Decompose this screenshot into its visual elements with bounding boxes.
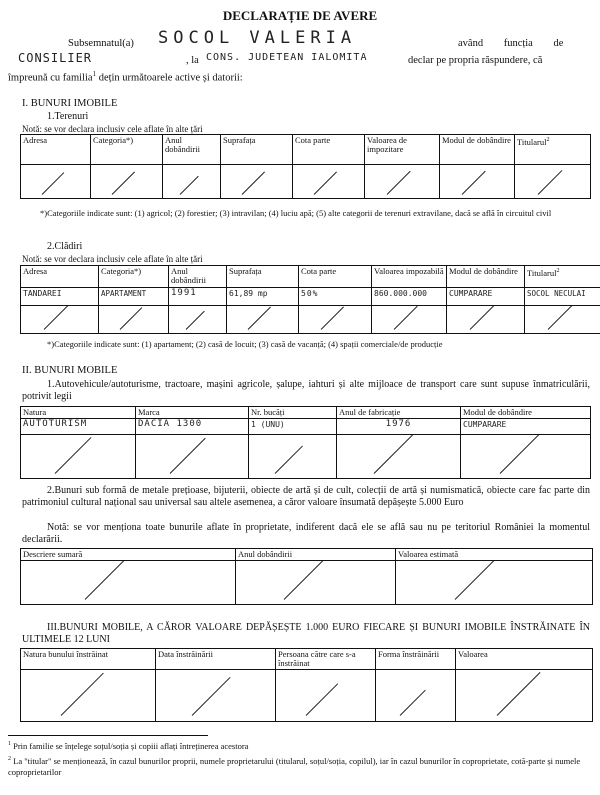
land-col-titular — [515, 135, 591, 165]
bld-empty-cell — [99, 306, 169, 334]
veh-empty-cell — [21, 435, 136, 479]
bld-col-suprafata: Suprafața — [227, 266, 299, 288]
bld-anul-value: 1991 — [169, 288, 227, 306]
land-table — [20, 134, 591, 199]
veh-anul-value: 1976 — [337, 419, 461, 435]
alien-col-valoarea: Valoarea — [456, 649, 593, 670]
footnote-ref-2: 2 — [556, 268, 560, 274]
val-empty-cell — [236, 561, 396, 605]
function-value: CONSILIER — [18, 51, 93, 65]
val-empty-cell — [21, 561, 236, 605]
institution-value: CONS. JUDETEAN IALOMITA — [206, 52, 368, 63]
footnote-1-marker: 1 — [8, 741, 11, 748]
land-col-modul: Modul de dobândire — [440, 135, 515, 165]
label-subsemnatul: Subsemnatul(a) — [68, 38, 134, 49]
section-1-note-2: Notă: se vor declara inclusiv cele aflate în alte țări — [22, 254, 203, 264]
alien-empty-cell — [376, 670, 456, 722]
veh-modul-value: CUMPARARE — [461, 419, 591, 435]
declarant-name: SOCOL VALERIA — [158, 28, 357, 48]
bld-empty-cell — [447, 306, 525, 334]
land-empty-cell — [365, 165, 440, 199]
section-3-title: III.BUNURI MOBILE, A CĂROR VALOARE DEPĂȘEȘTE 1.000 EURO FIECARE ȘI BUNURI IMOBILE ÎNSTRĂINATE ÎN ULTIMELE 12 LUNI — [22, 622, 590, 645]
alien-col-data: Data înstrăinării — [156, 649, 276, 670]
land-col-titular-label: Titularul — [517, 136, 547, 147]
veh-col-natura: Natura — [21, 407, 136, 419]
bld-col-anul: Anul dobândirii — [169, 266, 227, 288]
veh-marca-value: DACIA 1300 — [136, 419, 249, 435]
land-empty-cell — [221, 165, 293, 199]
val-col-anul: Anul dobândirii — [236, 549, 396, 561]
land-empty-cell — [21, 165, 91, 199]
val-col-valoarea: Valoarea estimată — [396, 549, 593, 561]
land-col-valoarea: Valoarea de impozitare — [365, 135, 440, 165]
land-col-cota: Cota parte — [293, 135, 365, 165]
buildings-footnote: *)Categoriile indicate sunt: (1) apartament; (2) casă de locuit; (3) casă de vacanță; (4) spații comerciale/de producție — [47, 339, 443, 349]
page-title: DECLARAȚIE DE AVERE — [222, 8, 378, 23]
footnote-ref-1: 1 — [92, 70, 97, 78]
intro-line-1 — [68, 28, 593, 49]
section-2-title: II. BUNURI MOBILE — [22, 365, 118, 376]
bld-col-titular — [525, 266, 600, 288]
footnote-1-text: Prin familie se înțelege soțul/soția și copiii aflați întreținerea acestora — [13, 741, 249, 751]
alien-empty-cell — [276, 670, 376, 722]
bld-col-cota: Cota parte — [299, 266, 372, 288]
intro-familie: împreună cu familia — [8, 72, 93, 84]
veh-col-nr: Nr. bucăți — [249, 407, 337, 419]
section-1-sub-1: 1.Terenuri — [47, 111, 89, 122]
alien-col-persoana: Persoana către care s-a înstrăinat — [276, 649, 376, 670]
land-empty-cell — [293, 165, 365, 199]
bld-titular-value: SOCOL NECULAI — [525, 288, 600, 306]
alien-empty-cell — [456, 670, 593, 722]
bld-col-modul: Modul de dobândire — [447, 266, 525, 288]
section-2-note-2: Notă: se vor menționa toate bunurile aflate în proprietate, indiferent dacă ele se află sau nu pe teritoriul României la momentul declarării. — [22, 522, 590, 545]
bld-col-valoarea: Valoarea impozabilă — [372, 266, 447, 288]
veh-empty-cell — [136, 435, 249, 479]
valuables-table — [20, 548, 593, 605]
intro-detin: dețin următoarele active și datorii: — [98, 72, 243, 84]
veh-empty-cell — [461, 435, 591, 479]
bld-cota-value: 50% — [299, 288, 372, 306]
bld-empty-cell — [227, 306, 299, 334]
veh-nr-value: 1 (UNU) — [249, 419, 337, 435]
bld-modul-value: CUMPARARE — [447, 288, 525, 306]
section-2-sub-1: 1.Autovehicule/autoturisme, tractoare, mașini agricole, șalupe, iahturi și alte mijloace de transport care sunt supuse înmatriculării, potrivit legii — [22, 379, 590, 402]
land-col-categoria: Categoria*) — [91, 135, 163, 165]
label-la: , la — [186, 55, 199, 66]
alienated-table — [20, 648, 593, 722]
footnote-2-text: La "titular" se menționează, în cazul bunurilor proprii, numele proprietarului (titularul, soțul/soția, copilul), iar în cazul bunurilor în coproprietate, cotă-parte și numele coproprietarilor — [8, 755, 581, 777]
bld-empty-cell — [299, 306, 372, 334]
bld-suprafata-value: 61,89 mp — [227, 288, 299, 306]
alien-empty-cell — [21, 670, 156, 722]
section-2-sub-2: 2.Bunuri sub formă de metale prețioase, bijuterii, obiecte de artă și de cult, colecții de artă și numismatică, obiecte care fac parte din patrimoniul cultural național sau universal sau altele asemenea, a căror valoare însumată depășește 5.000 Euro — [22, 485, 590, 508]
bld-valoarea-value: 860.000.000 — [372, 288, 447, 306]
veh-col-marca: Marca — [136, 407, 249, 419]
section-1-sub-2: 2.Clădiri — [47, 241, 83, 252]
veh-col-modul: Modul de dobândire — [461, 407, 591, 419]
bld-col-titular-label: Titularul — [527, 267, 557, 278]
bld-empty-cell — [372, 306, 447, 334]
land-empty-cell — [440, 165, 515, 199]
veh-col-anul: Anul de fabricație — [337, 407, 461, 419]
intro-line-3 — [8, 70, 243, 84]
veh-natura-value: AUTOTURISM — [21, 419, 136, 435]
footnote-1 — [8, 741, 593, 751]
land-footnote: *)Categoriile indicate sunt: (1) agricol; (2) forestier; (3) intravilan; (4) luciu apă; (5) alte categorii de terenuri extravilane, dacă se află în circuitul civil — [40, 208, 552, 218]
alien-col-forma: Forma înstrăinării — [376, 649, 456, 670]
section-1-title: I. BUNURI IMOBILE — [22, 98, 118, 109]
land-empty-cell — [91, 165, 163, 199]
footnote-2-marker: 2 — [8, 756, 11, 762]
footnote-divider — [8, 735, 208, 736]
alien-empty-cell — [156, 670, 276, 722]
bld-col-adresa: Adresa — [21, 266, 99, 288]
label-avand-functia: având funcția de — [458, 38, 564, 49]
val-col-descriere: Descriere sumară — [21, 549, 236, 561]
label-declar: declar pe propria răspundere, că — [408, 55, 543, 66]
land-col-anul: Anul dobândirii — [163, 135, 221, 165]
bld-empty-cell — [525, 306, 600, 334]
section-1-note-1: Notă: se vor declara inclusiv cele aflate în alte țări — [22, 124, 203, 134]
vehicles-table — [20, 406, 591, 479]
veh-empty-cell — [249, 435, 337, 479]
bld-empty-cell — [169, 306, 227, 334]
footnote-ref-2: 2 — [546, 137, 550, 143]
bld-categoria-value: APARTAMENT — [99, 288, 169, 306]
veh-empty-cell — [337, 435, 461, 479]
land-empty-cell — [515, 165, 591, 199]
footnote-2 — [8, 754, 593, 778]
land-empty-cell — [163, 165, 221, 199]
val-empty-cell — [396, 561, 593, 605]
bld-col-categoria: Categoria*) — [99, 266, 169, 288]
bld-adresa-value: TANDAREI — [21, 288, 99, 306]
buildings-table — [20, 265, 600, 334]
alien-col-natura: Natura bunului înstrăinat — [21, 649, 156, 670]
land-col-adresa: Adresa — [21, 135, 91, 165]
land-col-suprafata: Suprafața — [221, 135, 293, 165]
bld-empty-cell — [21, 306, 99, 334]
